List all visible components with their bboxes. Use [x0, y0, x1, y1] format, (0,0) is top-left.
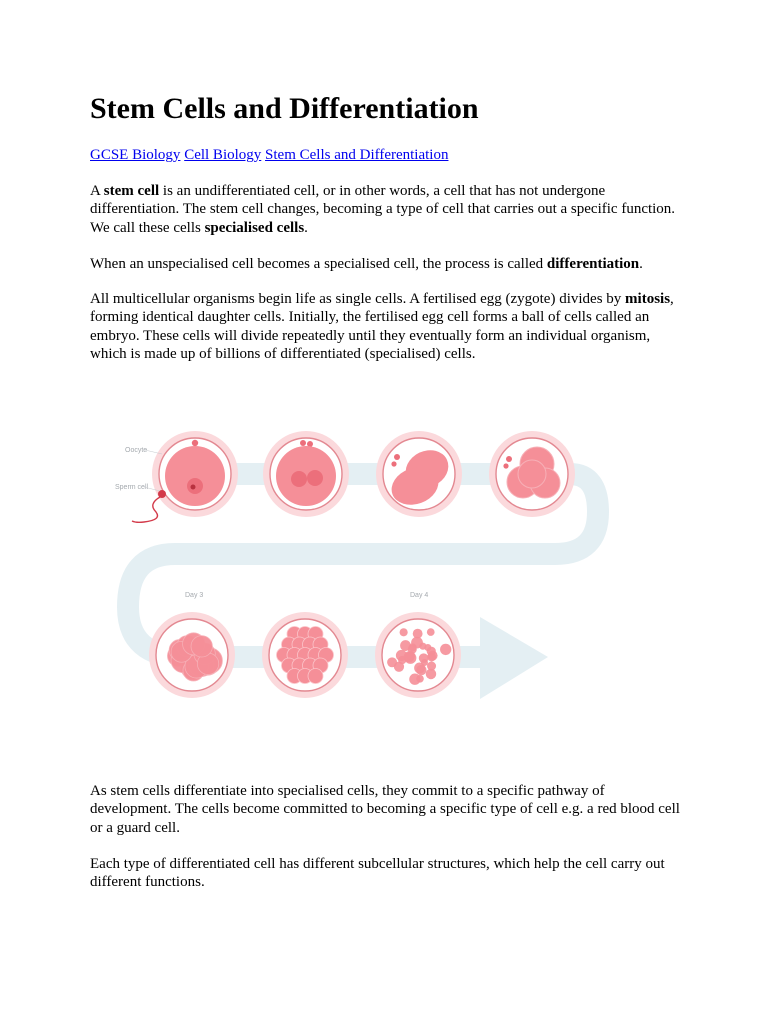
- text: is an undifferentiated cell, or in other words, a cell that has not undergone differentiation. The stem cell changes, becoming a type of cell that carries out a specific function. We call these cells: [90, 183, 676, 236]
- blastocyst-cell: [400, 628, 408, 636]
- text: , forming identical daughter cells. Initially, the fertilised egg cell forms a ball of cells called an embryo. These cells will divide repeatedly until they eventually form an individual organism, which is made up of billions of differentiated (specialised) cells.: [90, 291, 674, 363]
- embryo-stage-1: [152, 431, 238, 517]
- paragraph-subcellular: Each type of differentiated cell has different subcellular structures, which help the cell carry out different functions.: [90, 856, 665, 891]
- pronucleus: [291, 471, 307, 487]
- blastocyst-cell: [427, 662, 436, 671]
- paragraph-differentiation: [90, 255, 680, 273]
- text: .: [304, 219, 308, 236]
- blastocyst-cell: [440, 644, 451, 655]
- label-sperm-cell: Sperm cell: [115, 484, 149, 491]
- polar-body: [192, 440, 198, 446]
- label-oocyte: Oocyte: [125, 447, 148, 454]
- polar-body: [503, 463, 508, 468]
- paragraph-stem-cell-definition: [90, 182, 680, 237]
- polar-body: [300, 440, 306, 446]
- polar-body: [394, 454, 400, 460]
- embryo-stage-5: [149, 612, 235, 698]
- embryo-stage-2: [263, 431, 349, 517]
- page-title: Stem Cells and Differentiation: [90, 92, 479, 125]
- nucleus: [191, 485, 196, 490]
- sperm-tail: [132, 497, 160, 522]
- label-day-3: Day 3: [185, 592, 204, 599]
- text: All multicellular organisms begin life as single cells. A fertilised egg (zygote) divides by: [90, 291, 626, 307]
- embryo-stage-3: [376, 431, 462, 517]
- morula-cell: [308, 669, 323, 684]
- breadcrumb-link-stem-cells[interactable]: Stem Cells and Differentiation: [265, 147, 449, 163]
- egg-cell: [165, 446, 225, 506]
- breadcrumb-link-gcse-biology[interactable]: GCSE Biology: [90, 147, 181, 163]
- polar-body: [391, 461, 396, 466]
- text: .: [639, 256, 643, 272]
- blastocyst-cell: [428, 651, 438, 661]
- blastocyst-cell: [408, 645, 417, 654]
- embryo-stage-7: [375, 612, 461, 698]
- breadcrumb-link-cell-biology[interactable]: Cell Biology: [184, 147, 262, 163]
- polar-body: [506, 456, 512, 462]
- text: A: [90, 183, 104, 199]
- paragraph-commitment: As stem cells differentiate into specialised cells, they commit to a specific pathway of development. The cells become committed to becoming a specific type of cell e.g. a red blood cell or a guard cell.: [90, 783, 680, 836]
- morula-cell: [191, 636, 212, 657]
- label-day-4: Day 4: [410, 592, 429, 599]
- blastocyst-cell: [427, 628, 435, 636]
- term-differentiation: differentiation: [546, 256, 640, 272]
- sperm-cell: [132, 490, 166, 522]
- paragraph-multicellular: [90, 290, 680, 364]
- term-mitosis: mitosis: [625, 291, 671, 307]
- embryo-stage-6: [262, 612, 348, 698]
- embryo-development-diagram: [100, 412, 620, 712]
- arrow-head: [480, 617, 548, 699]
- text: When an unspecialised cell becomes a specialised cell, the process is called: [90, 256, 547, 272]
- blastocyst-cell: [409, 674, 420, 685]
- blastocyst-cell: [421, 659, 428, 666]
- breadcrumb: [90, 147, 448, 164]
- term-stem-cell: stem cell: [103, 183, 160, 199]
- blastocyst-cell: [387, 657, 397, 667]
- pronucleus: [307, 470, 323, 486]
- embryo-stage-4: [489, 431, 575, 517]
- blastomere: [518, 460, 546, 488]
- term-specialised-cells: specialised cells: [204, 219, 305, 236]
- blastocyst-cell: [419, 643, 426, 650]
